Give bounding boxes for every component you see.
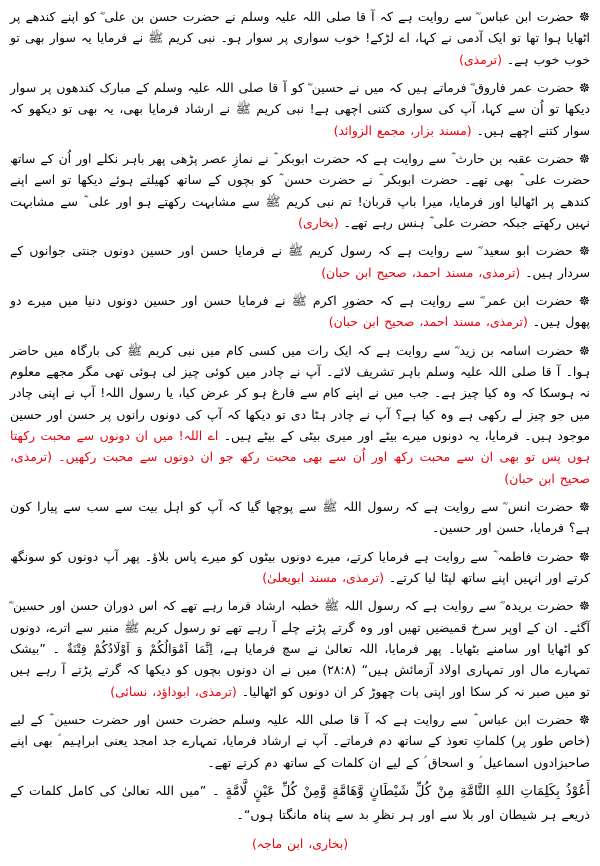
paragraph-2-reference: (مسند بزار، مجمع الزوائد) [333, 122, 472, 138]
paragraph-7-text: ☸ حضرت انس ؓ سے روایت ہے کہ رسول اللہ ﷺ سے پوچھا گیا کہ آپ کو اہل بیت سے سب سے پیارا کون ہے؟ فرمایا، حسن اور حسین۔ [10, 498, 590, 536]
paragraph-10-text: ☸ حضرت ابن عباس ؓ سے روایت ہے کہ آ قا صلی اللہ علیہ وسلم حضرت حسن اور حضرت حسین ؓ کے لیے (خاص طور پر) کلماتِ تعوذ کے ساتھ دم فرماتے۔ آپ نے ارشاد فرمایا، تمہارے جد امجد یعنی ابراہیم ؑ بھی اپنے صاحبزادوں اسماعیل ؑ و اسحاق ؑ کے لیے ان کلمات کے ساتھ دم کرتے تھے۔ [10, 711, 590, 770]
paragraph-9-reference: (ترمذی، ابوداؤد، نسائی) [110, 683, 237, 699]
paragraph-2 [10, 77, 590, 141]
footer-arabic: أَعُوْذُ بِكَلِمَاتِ اللهِ التَّامَّةِ مِنْ كُلِّ شَيْطَانٍ وَّهَامَّةٍ وَّمِنْ كُلِّ عَيْنٍ لَّامَّةٍ ۔ [211, 783, 590, 799]
footer-reference: (بخاری، ابن ماجہ) [251, 836, 349, 852]
paragraph-1-text: ☸ حضرت ابن عباس ؓ سے روایت ہے کہ آ قا صلی اللہ علیہ وسلم نے حضرت حسن بن علی ؓ کو اپنے کندھے پر اٹھایا ہوا تھا تو ایک آدمی نے کہا، اے لڑکے! خوب سواری پر سوار ہو۔ نبی کریم ﷺ نے فرمایا یہ سوار بھی تو خوب خوب ہے۔ [10, 9, 590, 67]
paragraph-3 [10, 148, 590, 233]
footer-reference-line [10, 833, 590, 854]
paragraph-9 [10, 595, 590, 702]
paragraph-6-reference: (ترمذی، صحیح ابن حبان) [10, 449, 590, 486]
paragraph-7 [10, 496, 590, 539]
paragraph-6-highlight: اے اللہ! میں ان دونوں سے محبت رکھتا ہوں پس تو بھی ان سے محبت رکھ اور اُن سے بھی محبت رکھ جو ان دونوں سے محبت رکھیں۔ [10, 427, 590, 465]
paragraph-4 [10, 240, 590, 283]
paragraph-8 [10, 546, 590, 589]
paragraph-3-text: ☸ حضرت عقبہ بن حارث ؓ سے روایت ہے کہ حضرت ابوبکر ؓ نے نمازِ عصر پڑھی پھر باہر نکلے اور اُن کے ساتھ حضرت علی ؓ بھی تھے۔ حضرت ابوبکر ؓ نے حضرت حسن ؓ کو بچوں کے ساتھ کھیلتے ہوئے دیکھا تو اسے اپنے کندھے پر اٹھالیا اور فرمایا، میرا باپ قربان! تم نبی کریم ﷺ سے مشابہت رکھتے ہو اور علی ؓ سے مشابہت نہیں رکھتے جبکہ حضرت علی ؓ ہنس رہے تھے۔ [10, 150, 590, 230]
paragraph-1-reference: (ترمذی) [459, 51, 502, 67]
paragraph-5 [10, 290, 590, 333]
paragraph-6 [10, 340, 590, 489]
paragraph-8-text: ☸ حضرت فاطمہ ؓ سے روایت ہے فرمایا کرتے، میرے دونوں بیٹوں کو میرے پاس بلاؤ۔ پھر آپ دونوں کو سونگھ کرتے اور انہیں اپنے ساتھ لپٹا لیا کرتے۔ [10, 548, 590, 585]
paragraph-3-reference: (بخاری) [298, 214, 339, 230]
paragraph-2-text: ☸ حضرت عمر فاروق ؓ فرماتے ہیں کہ میں نے حسین ؓ کو آ قا صلی اللہ علیہ وسلم کے مبارک کندھوں پر سوار دیکھا تو اُن سے کہا، آپ کی سواری کتنی اچھی ہے! نبی کریم ﷺ نے ارشاد فرمایا بھی، یہ بھی تو دیکھو کہ سوار کتنے اچھے ہیں۔ [10, 79, 590, 138]
footer-dua [10, 780, 590, 826]
paragraph-5-reference: (ترمذی، مسند احمد، صحیح ابن حبان) [328, 314, 528, 330]
paragraph-10 [10, 709, 590, 773]
paragraph-6-text: ☸ حضرت اسامہ بن زید ؓ سے روایت ہے کہ ایک رات میں کسی کام میں نبی کریم ﷺ کی بارگاہ میں حاضر ہوا۔ آ قا صلی اللہ علیہ وسلم باہر تشریف لائے۔ آپ نے چادر میں کوئی چیز لی ہوئی تھی مگر مجھے معلوم نہ ہوسکا کہ وہ کیا چیز ہے۔ جب میں نے اپنے کام سے فارغ ہو کر عرض کیا، یا رسول اللہ! آپ نے اپنی چادر میں جو چیز لے رکھی ہے وہ کیا ہے؟ آپ نے چادر ہٹا دی تو دیکھا کہ آپ کی دونوں رانوں پر حسن اور حسین موجود ہیں۔ فرمایا، یہ دونوں میرے بیٹے اور میری بیٹی کے بیٹے ہیں۔ [10, 342, 590, 443]
footer-translation: ”میں اللہ تعالیٰ کی کامل کلمات کے ذریعے ہر شیطان اور بلا سے اور ہر نظرِ بد سے پناہ مانگتا ہوں“۔ [10, 782, 590, 822]
paragraph-4-reference: (ترمذی، مسند احمد، صحیح ابن حبان) [321, 264, 521, 280]
paragraph-4-text: ☸ حضرت ابو سعید ؓ سے روایت ہے کہ رسول کریم ﷺ نے فرمایا حسن اور حسین دونوں جنتی جوانوں کے سردار ہیں۔ [10, 243, 590, 280]
paragraph-1 [10, 6, 590, 70]
paragraph-9-text: ☸ حضرت بریدہ ؓ سے روایت ہے کہ رسول اللہ ﷺ خطبہ ارشاد فرما رہے تھے کہ اس دوران حسن اور حسین ؓ آگئے۔ ان کے اوپر سرخ قمیضیں تھیں اور وہ گرتے پڑتے چلے آ رہے تھے تو رسول کریم ﷺ منبر سے اترے، دونوں کو اٹھایا اور سامنے بٹھایا۔ پھر فرمایا، اللہ تعالیٰ نے سچ فرمایا ہے، اِنَّمَا اَمْوَالُكُمْ وَ اَوْلَادُكُمْ فِتْنَةٌ ۔ ”بیشک تمہارے مال اور تمہاری اولاد آزمائش ہیں“ (۲۸:۸) میں نے ان دونوں بچوں کو دیکھا کہ گرتے پڑتے آ رہے ہیں تو میں صبر نہ کر سکا اور اپنی بات چھوڑ کر ان دونوں کو اٹھالیا۔ [10, 598, 590, 699]
paragraph-8-reference: (ترمذی، مسند ابویعلیٰ) [262, 569, 384, 585]
paragraph-5-text: ☸ حضرت ابن عمر ؓ سے روایت ہے کہ حضورِ اکرم ﷺ نے فرمایا حسن اور حسین دونوں دنیا میں میرے دو پھول ہیں۔ [10, 292, 590, 330]
